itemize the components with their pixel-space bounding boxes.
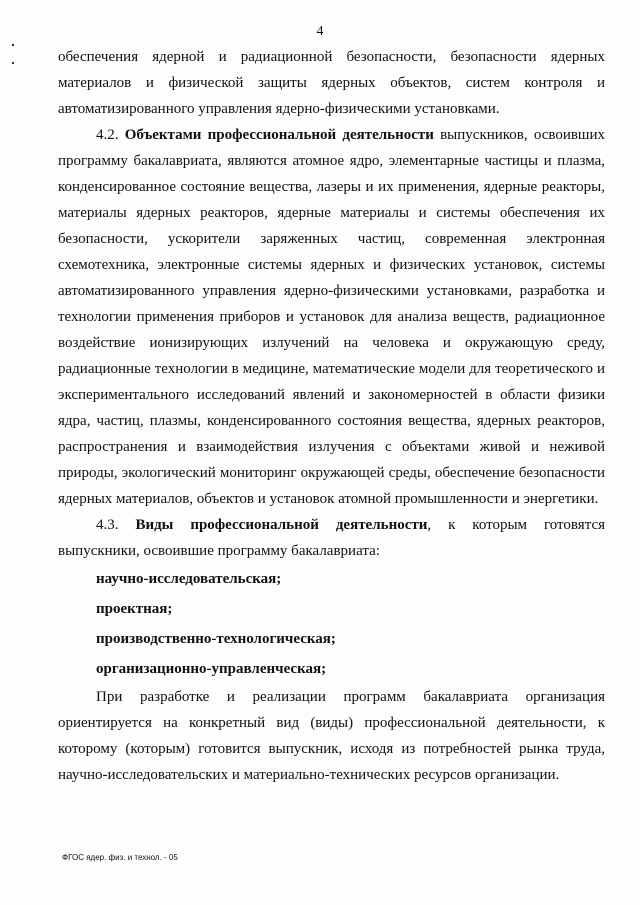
section-4-3 bbox=[58, 512, 605, 564]
document-body bbox=[58, 44, 605, 788]
section-4-2-heading: Объектами профессиональной деятельности bbox=[124, 127, 434, 143]
list-item: научно-исследовательская; bbox=[96, 571, 282, 587]
section-4-3-heading: Виды профессиональной деятельности bbox=[135, 517, 428, 533]
section-4-3-text: , к которым готовятся выпускники, освоившие программу бакалавриата: bbox=[58, 517, 605, 559]
section-4-2 bbox=[58, 122, 605, 512]
list-item: производственно-технологическая; bbox=[96, 631, 336, 647]
section-4-3-number: 4.3. bbox=[96, 517, 119, 533]
paragraph-final: При разработке и реализации программ бакалавриата организация ориентируется на конкретный вид (виды) профессиональной деятельности, к которому (которым) готовится выпускник, исходя из потребностей рынка труда, научно-исследовательских и материально-технических ресурсов организации. bbox=[58, 689, 605, 783]
footer-label: ФГОС ядер. физ. и технол. - 05 bbox=[62, 853, 178, 862]
list-item: проектная; bbox=[96, 601, 173, 617]
margin-mark bbox=[12, 44, 14, 46]
section-4-2-number: 4.2. bbox=[96, 127, 119, 143]
activity-type-list bbox=[58, 564, 605, 684]
margin-mark bbox=[12, 62, 14, 64]
section-4-2-text: выпускников, освоивших программу бакалавриата, являются атомное ядро, элементарные частицы и плазма, конденсированное состояние вещества, лазеры и их применения, ядерные реакторы, материалы ядерных реакторов, ядерные материалы и системы обеспечения их безопасности, ускорители заряженных частиц, современная электронная схемотехника, электронные системы ядерных и физических установок, системы автоматизированного управления ядерно-физическими установками, разработка и технологии применения приборов и установок для анализа веществ, радиационное воздействие ионизирующих излучений на человека и окружающую среду, радиационные технологии в медицине, математические модели для теоретического и экспериментального исследований явлений и закономерностей в области физики ядра, частиц, плазмы, конденсированного состояния вещества, ядерных реакторов, распространения и взаимодействия излучения с объектами живой и неживой природы, экологический мониторинг окружающей среды, обеспечение безопасности ядерных материалов, объектов и установок атомной промышленности и энергетики. bbox=[58, 127, 606, 507]
page-number: 4 bbox=[316, 24, 324, 39]
list-item: организационно-управленческая; bbox=[96, 661, 327, 677]
paragraph-continuation: обеспечения ядерной и радиационной безопасности, безопасности ядерных материалов и физической защиты ядерных объектов, систем контроля и автоматизированного управления ядерно-физическими установками. bbox=[58, 49, 605, 117]
